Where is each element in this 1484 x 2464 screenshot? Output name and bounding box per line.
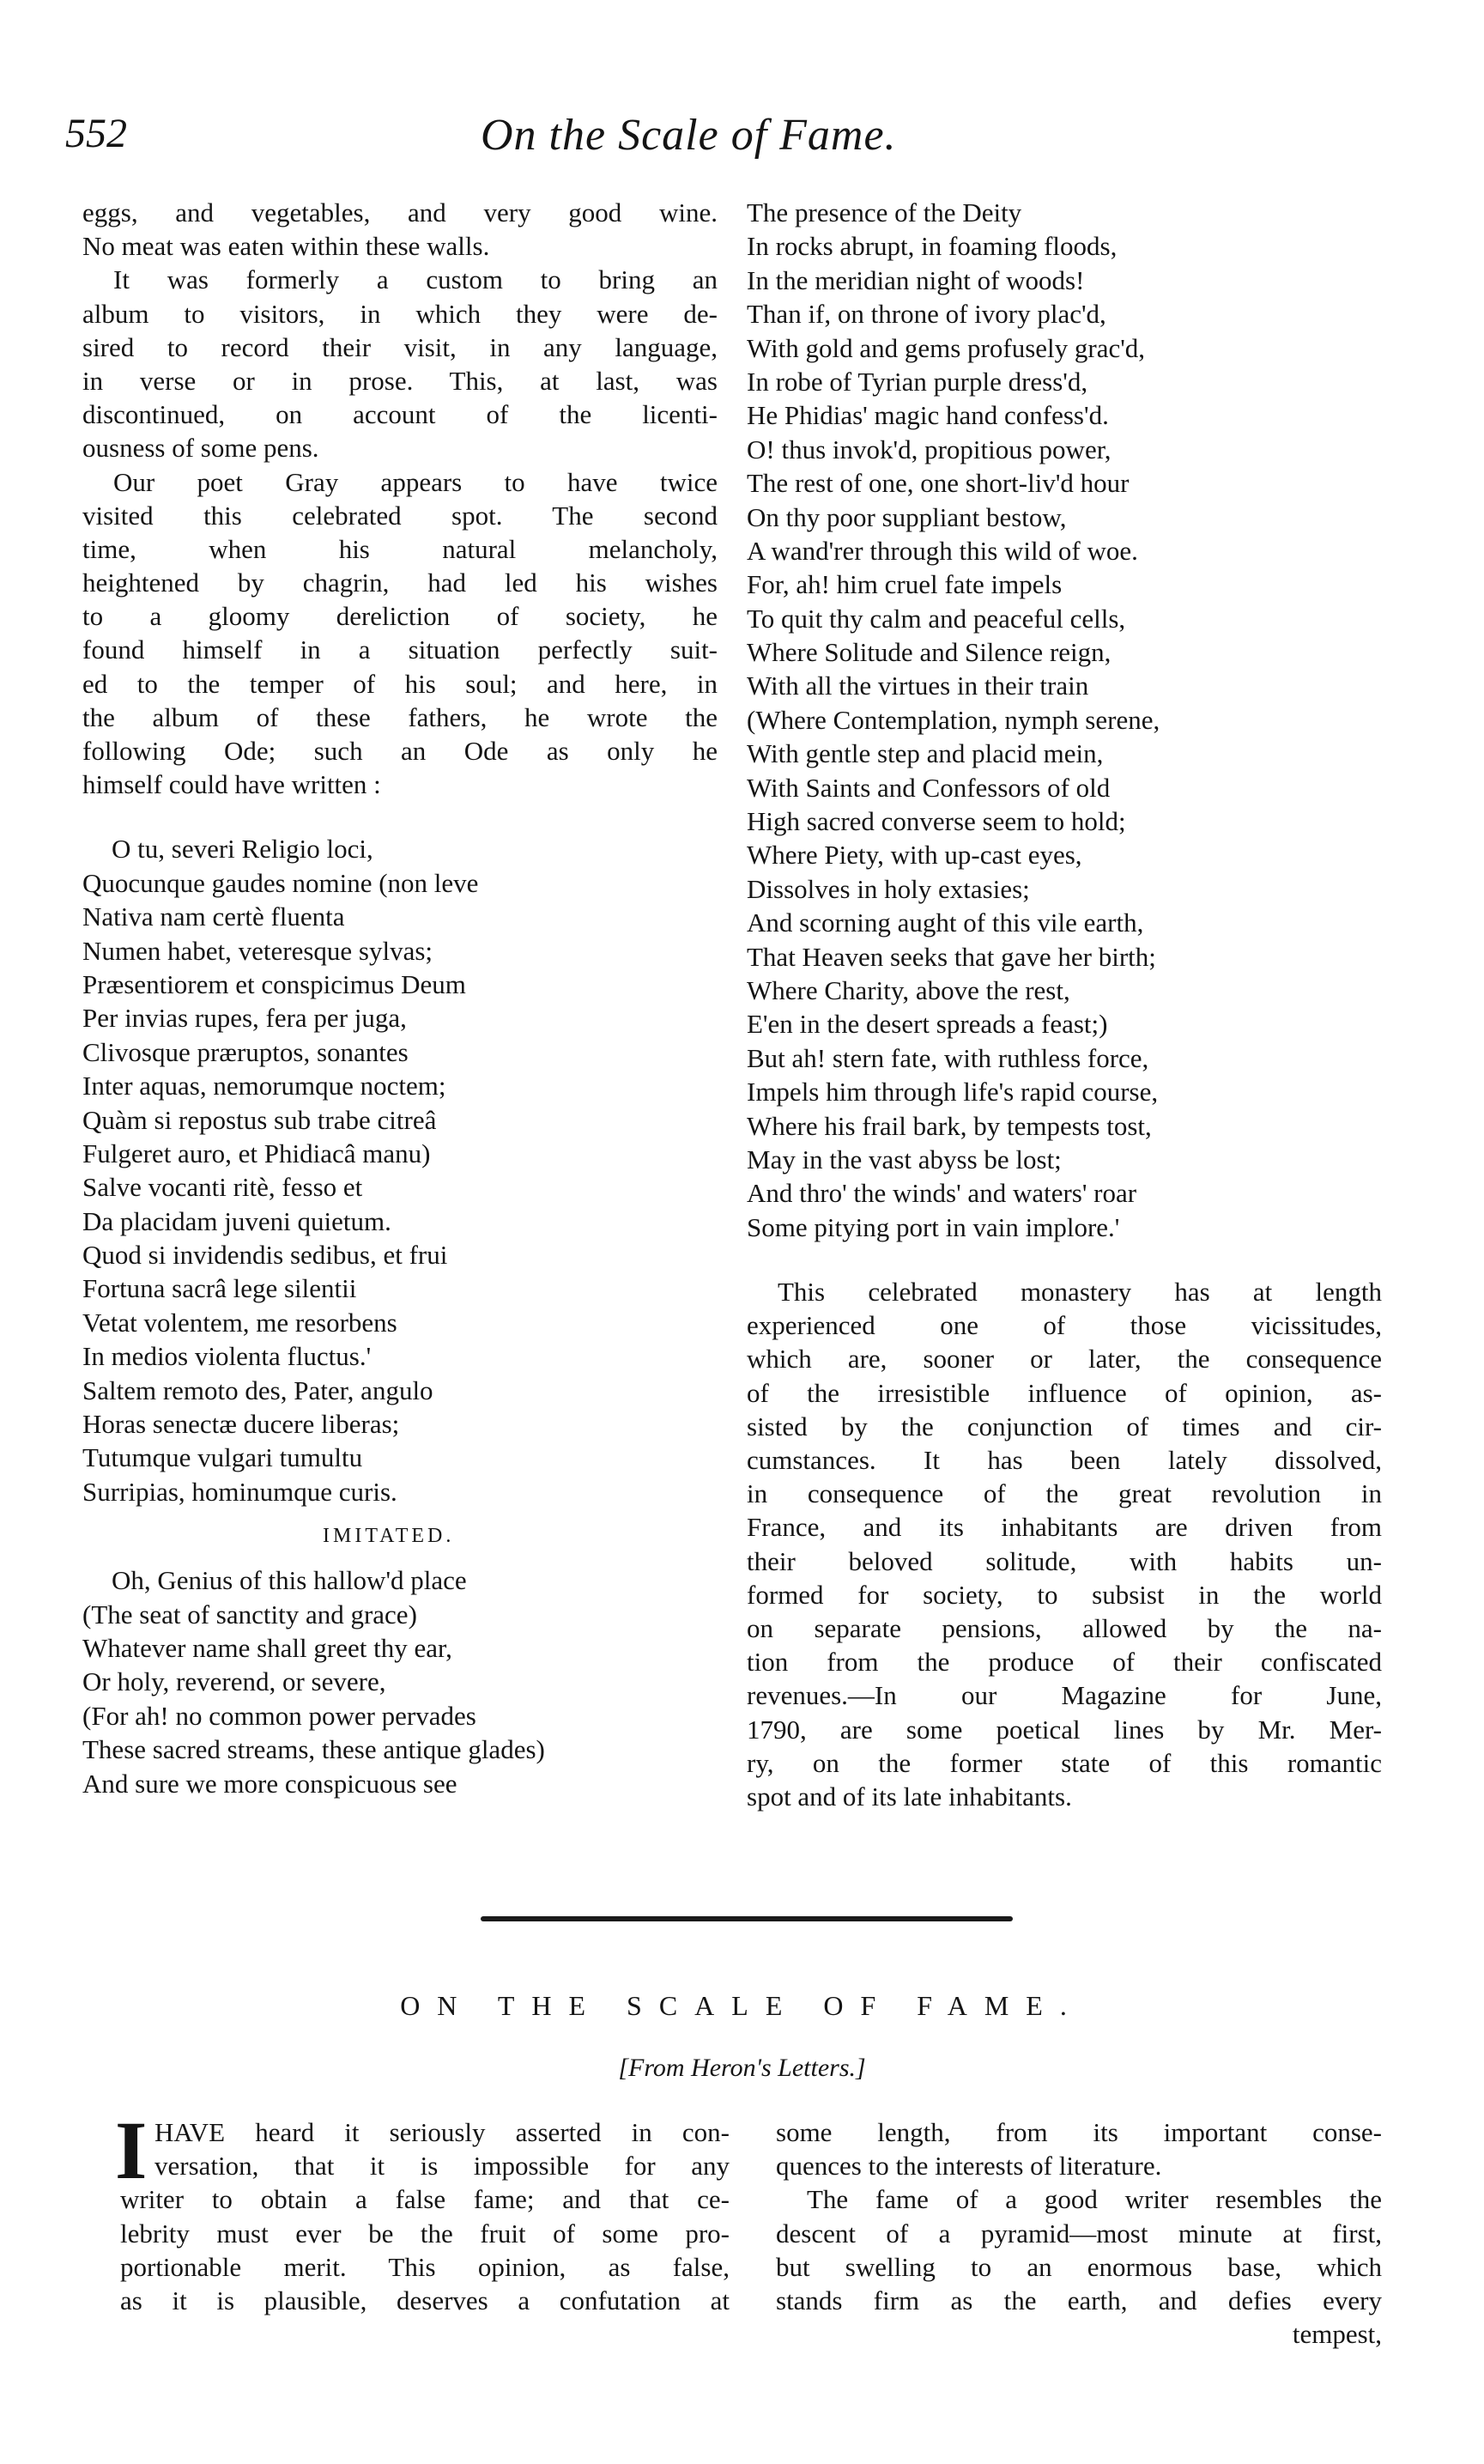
- latin-ode: [82, 832, 718, 1508]
- verse-line: (Where Contemplation, nymph serene,: [747, 704, 1160, 735]
- text-line: 1790, are some poetical lines by Mr. Mer-: [747, 1714, 1382, 1745]
- verse-line: Than if, on throne of ivory plac'd,: [747, 299, 1106, 330]
- english-verse: [747, 196, 1382, 1244]
- left-column: [82, 196, 718, 1800]
- verse-line: Oh, Genius of this hallow'd place: [112, 1565, 467, 1596]
- text-line: The fame of a good writer resembles the: [807, 2184, 1382, 2215]
- text-line: ousness of some pens.: [82, 433, 319, 464]
- verse-line: Saltem remoto des, Pater, angulo: [82, 1375, 433, 1405]
- article-title: ON THE SCALE OF FAME.: [400, 1990, 1084, 2021]
- verse-line: Where his frail bark, by tempests tost,: [747, 1110, 1152, 1141]
- verse-line: Surripias, hominumque curis.: [82, 1476, 397, 1507]
- verse-line: Impels him through life's rapid course,: [747, 1077, 1159, 1108]
- verse-line: With all the virtues in their train: [747, 671, 1089, 701]
- verse-line: High sacred converse seem to hold;: [747, 806, 1126, 837]
- text-line: stands firm as the earth, and defies every: [776, 2285, 1382, 2315]
- verse-line: On thy poor suppliant bestow,: [747, 501, 1067, 532]
- verse-line: Da placidam juveni quietum.: [82, 1205, 391, 1236]
- verse-line: Fulgeret auro, et Phidiacâ manu): [82, 1138, 431, 1168]
- text-line: This celebrated monastery has at length: [778, 1277, 1382, 1308]
- verse-line: And scorning aught of this vile earth,: [747, 907, 1144, 938]
- text-line: spot and of its late inhabitants.: [747, 1781, 1072, 1812]
- section-divider: [481, 1916, 1013, 1921]
- text-line: discontinued, on account of the licenti-: [82, 399, 718, 430]
- verse-line: (For ah! no common power pervades: [82, 1700, 476, 1731]
- article-source: [From Heron's Letters.]: [618, 2054, 866, 2082]
- imitation: [82, 1563, 718, 1800]
- text-line: in verse or in prose. This, at last, was: [82, 365, 718, 396]
- text-line: time, when his natural melancholy,: [82, 533, 718, 564]
- verse-line: Clivosque præruptos, sonantes: [82, 1036, 409, 1067]
- text-line: eggs, and vegetables, and very good wine.: [82, 197, 718, 228]
- verse-line: Fortuna sacrâ lege silentii: [82, 1273, 357, 1304]
- text-line: lebrity must ever be the fruit of some pro-: [120, 2218, 730, 2249]
- verse-line: Quocunque gaudes nomine (non leve: [82, 867, 479, 898]
- verse-line: Dissolves in holy extasies;: [747, 873, 1030, 904]
- verse-line: Nativa nam certè fluenta: [82, 901, 345, 932]
- verse-line: With Saints and Confessors of old: [747, 772, 1111, 803]
- text-line: Our poet Gray appears to have twice: [113, 466, 718, 497]
- verse-line: Per invias rupes, fera per juga,: [82, 1003, 407, 1034]
- verse-line: Præsentiorem et conspicimus Deum: [82, 968, 466, 999]
- text-line: to a gloomy dereliction of society, he: [82, 601, 718, 632]
- verse-line: The rest of one, one short-liv'd hour: [747, 468, 1130, 499]
- verse-line: That Heaven seeks that gave her birth;: [747, 941, 1156, 972]
- text-line: France, and its inhabitants are driven from: [747, 1512, 1382, 1543]
- text-line: following Ode; such an Ode as only he: [82, 736, 718, 766]
- text-line: as it is plausible, deserves a confutation at: [120, 2285, 730, 2315]
- verse-line: E'en in the desert spreads a feast;): [747, 1009, 1108, 1040]
- verse-line: Vetat volentem, me resorbens: [82, 1307, 397, 1338]
- text-line: in consequence of the great revolution in: [747, 1478, 1382, 1509]
- verse-line: And thro' the winds' and waters' roar: [747, 1178, 1137, 1209]
- text-line: formed for society, to subsist in the world: [747, 1579, 1382, 1610]
- verse-line: Numen habet, veteresque sylvas;: [82, 935, 433, 966]
- catchword: tempest,: [1292, 2319, 1382, 2350]
- article-right-column: [776, 2115, 1382, 2351]
- verse-line: May in the vast abyss be lost;: [747, 1144, 1062, 1174]
- text-line: sired to record their visit, in any language,: [82, 331, 718, 362]
- verse-line: O! thus invok'd, propitious power,: [747, 434, 1111, 464]
- imitated-heading: IMITATED.: [323, 1525, 455, 1548]
- verse-line: Tutumque vulgari tumultu: [82, 1442, 363, 1473]
- verse-line: In medios violenta fluctus.': [82, 1341, 372, 1372]
- verse-line: Some pitying port in vain implore.': [747, 1211, 1120, 1242]
- verse-line: The presence of the Deity: [747, 197, 1022, 228]
- text-line: their beloved solitude, with habits un-: [747, 1545, 1382, 1576]
- text-line: some length, from its important conse-: [776, 2117, 1382, 2147]
- verse-line: In the meridian night of woods!: [747, 264, 1085, 295]
- text-line: ed to the temper of his soul; and here, in: [82, 668, 718, 699]
- text-line: of the irresistible influence of opinion, as-: [747, 1377, 1382, 1408]
- running-head: [0, 110, 1484, 170]
- closing-paragraph: [747, 1275, 1382, 1813]
- verse-line: Quod si invidendis sedibus, et frui: [82, 1240, 448, 1271]
- verse-line: With gold and gems profusely grac'd,: [747, 332, 1146, 363]
- verse-line: In rocks abrupt, in foaming floods,: [747, 231, 1118, 262]
- text-line: visited this celebrated spot. The second: [82, 500, 718, 531]
- text-line: but swelling to an enormous base, which: [776, 2251, 1382, 2282]
- text-line: cumstances. It has been lately dissolved,: [747, 1445, 1382, 1476]
- verse-line: Quàm si repostus sub trabe citreâ: [82, 1104, 437, 1135]
- text-line: which are, sooner or later, the consequence: [747, 1344, 1382, 1375]
- page-number: 552: [65, 111, 127, 156]
- text-line: It was formerly a custom to bring an: [113, 264, 718, 295]
- verse-line: Whatever name shall greet thy ear,: [82, 1632, 452, 1663]
- verse-line: O tu, severi Religio loci,: [112, 834, 373, 865]
- verse-line: He Phidias' magic hand confess'd.: [747, 400, 1109, 431]
- text-line: sisted by the conjunction of times and cir-: [747, 1411, 1382, 1441]
- verse-line: Inter aquas, nemorumque noctem;: [82, 1071, 446, 1102]
- running-title: On the Scale of Fame.: [481, 111, 897, 160]
- verse-line: (The seat of sanctity and grace): [82, 1599, 417, 1630]
- verse-line: In robe of Tyrian purple dress'd,: [747, 366, 1088, 397]
- text-line: revenues.—In our Magazine for June,: [747, 1680, 1382, 1711]
- verse-line: Where Piety, with up-cast eyes,: [747, 840, 1082, 871]
- verse-line: A wand'rer through this wild of woe.: [747, 535, 1138, 566]
- verse-line: Horas senectæ ducere liberas;: [82, 1409, 400, 1440]
- text-line: HAVE heard it seriously asserted in con-: [154, 2117, 730, 2147]
- text-line: quences to the interests of literature.: [776, 2151, 1162, 2182]
- text-line: experienced one of those vicissitudes,: [747, 1310, 1382, 1341]
- text-line: on separate pensions, allowed by the na-: [747, 1612, 1382, 1643]
- text-line: the album of these fathers, he wrote the: [82, 701, 718, 732]
- text-line: album to visitors, in which they were de-: [82, 298, 718, 329]
- verse-line: With gentle step and placid mein,: [747, 738, 1104, 769]
- text-line: No meat was eaten within these walls.: [82, 231, 490, 262]
- verse-line: And sure we more conspicuous see: [82, 1768, 457, 1799]
- text-line: writer to obtain a false fame; and that ce-: [120, 2184, 730, 2215]
- right-column: [747, 196, 1382, 1813]
- verse-line: Where Charity, above the rest,: [747, 974, 1070, 1005]
- text-line: portionable merit. This opinion, as false,: [120, 2251, 730, 2282]
- verse-line: But ah! stern fate, with ruthless force,: [747, 1042, 1149, 1073]
- text-line: himself could have written :: [82, 769, 381, 800]
- text-line: ry, on the former state of this romantic: [747, 1747, 1382, 1778]
- verse-line: Salve vocanti ritè, fesso et: [82, 1172, 363, 1203]
- verse-line: Or holy, reverend, or severe,: [82, 1666, 386, 1697]
- drop-cap: I: [115, 2104, 148, 2196]
- verse-line: These sacred streams, these antique glades): [82, 1734, 545, 1765]
- verse-line: To quit thy calm and peaceful cells,: [747, 603, 1126, 634]
- text-line: found himself in a situation perfectly suit-: [82, 634, 718, 665]
- text-line: descent of a pyramid—most minute at first,: [776, 2218, 1382, 2249]
- verse-line: Where Solitude and Silence reign,: [747, 637, 1111, 668]
- text-line: tion from the produce of their confiscated: [747, 1647, 1382, 1678]
- article-left-column: [120, 2115, 730, 2317]
- text-line: heightened by chagrin, had led his wishes: [82, 567, 718, 598]
- text-line: versation, that it is impossible for any: [154, 2151, 730, 2182]
- verse-line: For, ah! him cruel fate impels: [747, 569, 1063, 600]
